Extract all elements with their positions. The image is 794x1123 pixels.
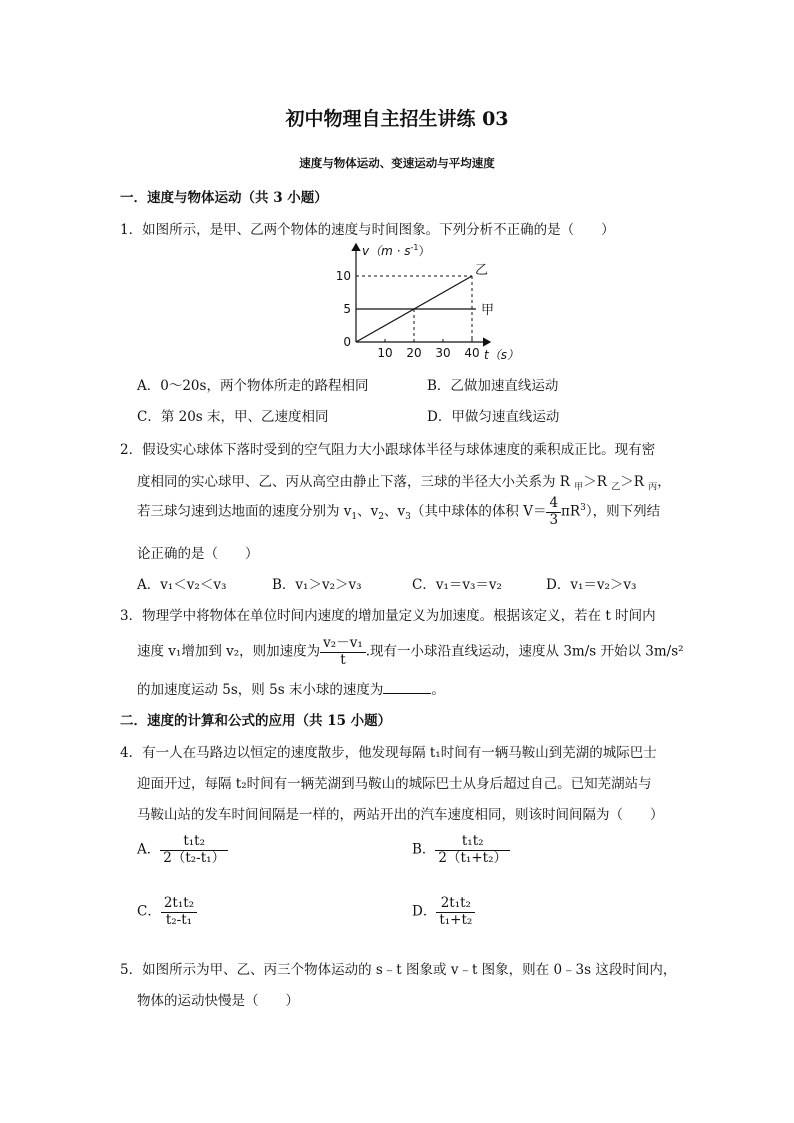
q2-line-3-text-c: 、v — [384, 503, 406, 520]
q1-option-a[interactable]: A．0～20s，两个物体所走的路程相同 — [137, 378, 369, 394]
subscript-1: 1 — [351, 512, 358, 523]
series-label-jia: 甲 — [481, 303, 495, 318]
q2-line-2-text-a: 度相同的实心球甲、乙、丙从高空由静止下落，三球的半径大小关系为 R — [137, 474, 575, 490]
q4-line-3: 马鞍山站的发车时间间隔是一样的，两站开出的汽车速度相同，则该时间间隔为（ ） — [137, 807, 664, 823]
q3-line-2-text-a: 速度 v₁增加到 v₂，则加速度为 — [137, 643, 321, 660]
page-subtitle: 速度与物体运动、变速运动与平均速度 — [299, 156, 495, 170]
fraction-numerator: 2t₁t₂ — [436, 896, 475, 913]
fraction-denominator: t₁+t₂ — [439, 911, 473, 928]
q2-option-d[interactable]: D．v₁＝v₂＞v₃ — [546, 577, 637, 593]
fraction-numerator: t₁t₂ — [435, 834, 510, 851]
q2-line-4: 论正确的是（ ） — [137, 546, 259, 562]
x-tick-label: 20 — [406, 346, 422, 360]
q3-line-3-text-b: 。 — [431, 682, 445, 698]
subscript-3: 3 — [405, 512, 411, 523]
q3-line-1: 3．物理学中将物体在单位时间内速度的增加量定义为加速度。根据该定义，若在 t 时间内 — [120, 608, 656, 624]
subscript-jia: 甲 — [574, 482, 584, 493]
subscript-2: 2 — [378, 512, 385, 523]
section-heading-1: 一．速度与物体运动（共 3 小题） — [120, 190, 328, 206]
q2-line-2-text-b: ＞R — [583, 474, 612, 490]
x-axis-label: t（s） — [484, 348, 519, 362]
q2-line-3-text-e: πR — [561, 503, 581, 520]
option-fraction — [160, 834, 228, 866]
fraction-denominator: 2（t₁+t₂） — [438, 849, 507, 866]
option-label: A． — [137, 841, 161, 858]
q3-line-3-text-a: 的加速度运动 5s，则 5s 末小球的速度为 — [137, 682, 384, 698]
q4-option-a[interactable] — [137, 834, 228, 866]
section-heading-2: 二．速度的计算和公式的应用（共 15 小题） — [120, 713, 392, 729]
subscript-bing: 丙 — [648, 482, 658, 493]
option-fraction — [436, 896, 475, 928]
y-tick-label: 5 — [343, 302, 351, 316]
q2-line-2-text-d: ， — [657, 474, 671, 490]
x-tick-label: 10 — [377, 346, 393, 360]
q4-line-2: 迎面开过，每隔 t₂时间有一辆芜湖到马鞍山的城际巴士从身后超过自己。已知芜湖站与 — [137, 776, 652, 792]
q1-option-d[interactable]: D．甲做匀速直线运动 — [427, 409, 560, 425]
fraction-denominator: 2（t₂-t₁） — [163, 849, 226, 866]
q1-option-c[interactable]: C．第 20s 末，甲、乙速度相同 — [137, 409, 329, 425]
series-label-yi: 乙 — [475, 263, 489, 278]
q4-option-d[interactable] — [412, 896, 475, 928]
subscript-yi: 乙 — [611, 482, 621, 493]
fraction-numerator: 2t₁t₂ — [161, 896, 197, 913]
x-tick-label: 40 — [464, 346, 480, 360]
velocity-time-chart — [320, 238, 519, 368]
q4-option-b[interactable] — [412, 834, 510, 866]
y-tick-label: 0 — [343, 335, 351, 349]
option-fraction — [161, 896, 197, 928]
option-label: C． — [137, 903, 161, 920]
q2-option-a[interactable]: A．v₁＜v₂＜v₃ — [137, 577, 227, 593]
q4-option-c[interactable] — [137, 896, 197, 928]
acceleration-fraction — [320, 636, 366, 668]
q2-line-3-text-d: （其中球体的体积 V＝ — [410, 503, 547, 520]
q2-line-3 — [137, 496, 660, 528]
q5-line-2: 物体的运动快慢是（ ） — [137, 993, 299, 1009]
fraction-denominator: t — [340, 651, 346, 668]
q2-line-1: 2．假设实心球体下落时受到的空气阻力大小跟球体半径与球体速度的乘积成正比。现有密 — [120, 442, 656, 458]
fraction-denominator: 3 — [549, 511, 559, 528]
y-tick-label: 10 — [335, 269, 351, 283]
option-label: B． — [412, 841, 436, 858]
q2-line-3-text-f: ），则下列结 — [585, 503, 661, 520]
answer-blank[interactable] — [383, 681, 431, 694]
q2-line-2 — [137, 470, 671, 493]
q3-line-3 — [137, 678, 445, 698]
superscript-3: 3 — [580, 503, 586, 514]
q4-line-1: 4．有一人在马路边以恒定的速度散步，他发现每隔 t₁时间有一辆马鞍山到芜湖的城际巴士 — [120, 745, 657, 761]
q3-line-2 — [137, 636, 684, 668]
option-fraction — [435, 834, 510, 866]
fraction-numerator: t₁t₂ — [160, 834, 228, 851]
volume-fraction — [546, 496, 561, 528]
fraction-denominator: t₂-t₁ — [165, 911, 193, 928]
q1-stem: 1．如图所示，是甲、乙两个物体的速度与时间图象。下列分析不正确的是（ ） — [120, 222, 615, 238]
q5-line-1: 5．如图所示为甲、乙、丙三个物体运动的 s﹣t 图象或 v﹣t 图象，则在 0﹣3s 这段时间内， — [120, 962, 677, 978]
q2-line-3-text-a: 若三球匀速到达地面的速度分别为 v — [137, 503, 352, 520]
q2-option-b[interactable]: B．v₁＞v₂＞v₃ — [272, 577, 362, 593]
fraction-numerator: v₂－v₁ — [320, 636, 366, 653]
x-tick-label: 30 — [435, 346, 451, 360]
y-axis-label: $v(m \cdot s^{-1})$ — [362, 243, 431, 258]
page-title: 初中物理自主招生讲练 03 — [285, 108, 509, 130]
option-label: D． — [412, 903, 437, 920]
fraction-numerator: 4 — [546, 496, 561, 513]
q2-option-c[interactable]: C．v₁＝v₃＝v₂ — [412, 577, 502, 593]
q3-line-2-text-b: .现有一小球沿直线运动，速度从 3m/s 开始以 3m/s² — [365, 643, 684, 660]
q2-line-3-text-b: 、v — [357, 503, 379, 520]
q2-line-2-text-c: ＞R — [620, 474, 649, 490]
q1-option-b[interactable]: B．乙做加速直线运动 — [427, 378, 559, 394]
